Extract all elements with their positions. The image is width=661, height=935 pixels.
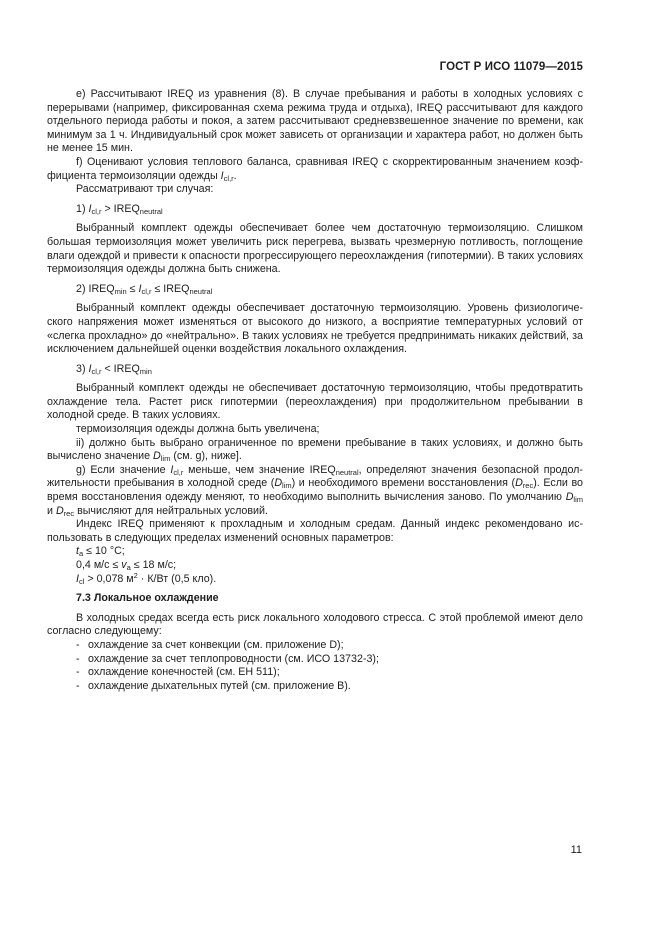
sub: cl,r [141,286,152,296]
text: f) Оценивают условия теплового баланса, сравнивая IREQ с скорректированным значением коэффициента термоизоляции одежды [47,155,583,182]
text: 3) [76,362,89,375]
dash-item [47,680,583,694]
var: D [515,477,523,490]
text: · К/Вт (0,5 кло). [137,572,217,585]
text: 2) IREQ [76,282,115,295]
paragraph-g [47,464,583,518]
text: ii) должно быть выбрано ограниченное по времени пребывание в таких условиях, и должно быть вычислено значение [47,436,583,463]
var: I [88,202,92,215]
dash-item-text: охлаждение дыхательных путей (см. приложение В). [88,679,351,692]
sub: cl [78,576,85,586]
param-ta [47,545,583,559]
var: I [220,169,224,182]
var: I [76,572,79,585]
paragraph-index: Индекс IREQ применяют к прохладным и холодным средам. Данный индекс рекомендовано использовать в следующих пределах изменений основных параметров: [47,518,583,544]
text: ≤ 10 °С; [83,545,125,558]
text: > 0,078 м [84,572,134,585]
dash-item-text: охлаждение за счет теплопроводности (см. ИСО 13732-3); [88,652,379,665]
var: D [274,477,283,490]
paragraph-case-1: Выбранный комплект одежды обеспечивает более чем достаточную термоизоляцию. Слишком большая термоизоляция может увеличить риск перегрева, вызвать чрезмерную потливость, поглощение влаги одеждой и привести к опасности прогрессирующего переохлаждения (гипотермии). В таких условиях термоизоляция одежды должна быть снижена. [47,222,583,276]
text: (см. g), ниже]. [170,450,242,463]
text: и [47,504,56,517]
dash-bullet: - [76,652,80,665]
sub: rec [63,508,75,518]
paragraph-three-cases: Рассматривают три случая: [76,183,214,196]
case-1-condition [47,203,583,217]
text: , определяют значения безопасной продолжительности пребывания в холодной среде ( [47,463,583,490]
param-va [47,559,583,573]
section-heading-7-3: 7.3 Локальное охлаждение [76,592,219,605]
sub: neutral [189,286,213,296]
text: вычисляют для нейтральных условий. [74,504,268,517]
sub: neutral [139,206,163,216]
sub: lim [573,495,583,505]
paragraph-e [47,88,583,156]
var: I [170,463,174,476]
text: ≤ IREQ [151,282,190,295]
sub: neutral [335,467,359,477]
var: I [88,362,92,375]
sub: min [139,366,152,376]
dash-bullet: - [76,666,80,679]
text: 0,4 м/с ≤ [76,559,122,571]
text: ) и необходимого времени восстановления ( [291,477,516,490]
param-icl [47,570,583,587]
item-i: термоизоляция одежды должна быть увеличена; [76,423,320,436]
sub: cl,r [173,467,184,477]
text: ≤ [126,282,139,295]
dash-item-text: охлаждение конечностей (см. ЕН 511); [88,666,280,679]
text: е) Рассчитывают IREQ из уравнения (8). В случае пребывания и работы в холодных условиях с перерывами (например, фиксированная схема режима труда и отдыха), IREQ рассчитывают для каждого отдельного периода работы и покоя, а затем рассчитывают средневзвешенное значение по времени, как минимум за 1 ч. Индивидуальный срок может зависеть от организации и характера работ, но должен быть не менее 15 мин. [47,88,583,155]
paragraph-f [47,156,583,183]
paragraph-case-2: Выбранный комплект одежды обеспечивает достаточную термоизоляцию. Уровень физиологического напряжения может изменяться от высокого до низкого, а восприятие температурных условий от «слегка прохладно» до «нейтрально». В таких условиях не требуется предпринимать никаких действий, за исключением дальнейшей оценки воздействия локального охлаждения. [47,302,583,356]
sub: a [126,563,131,572]
case-2-condition [47,283,583,297]
dash-bullet: - [76,679,80,692]
text: > IREQ [101,202,140,215]
item-ii [47,437,583,464]
text: . [233,169,237,182]
dash-item [47,639,583,653]
sub: lim [282,481,292,491]
sub: lim [160,454,171,464]
text: ≤ 18 м/с; [130,559,177,571]
var: D [153,450,161,463]
var: D [55,504,64,517]
document-body [47,88,583,693]
dash-item [47,666,583,680]
text: 1) [76,202,89,215]
var: D [565,491,574,504]
case-3-condition [47,363,583,377]
text: ). Если во время восстановления одежду меняют, то необходимо выполнить вычисления заново. По умолчанию [47,477,584,504]
paragraph-local-cooling: В холодных средах всегда есть риск локального холодового стресса. С этой проблемой имеют дело согласно следующему: [47,611,583,638]
var: I [138,282,142,295]
sub: cl,r [223,173,234,183]
dash-item [47,653,583,667]
dash-item-text: охлаждение за счет конвекции (см. приложение D); [88,638,344,651]
var: t [76,545,79,558]
sub: min [114,286,127,296]
paragraph-case-3: Выбранный комплект одежды не обеспечивает достаточную термоизоляцию, чтобы предотвратить охлаждение тела. Растет риск гипотермии (переохлаждения) при продолжительном пребывании в холодной среде. В таких условиях. [47,382,583,422]
text: g) Если значение [76,463,171,476]
text: меньше, чем значение IREQ [183,463,336,476]
dash-bullet: - [76,638,80,651]
sub: cl,r [91,206,102,216]
sup: 2 [133,570,138,580]
page-number: 11 [570,844,582,856]
var: v [121,559,127,571]
text: < IREQ [101,362,140,375]
sub: a [78,549,84,559]
sub: rec [522,481,534,491]
document-header: ГОСТ Р ИСО 11079—2015 [439,61,583,73]
sub: cl,r [91,366,102,376]
